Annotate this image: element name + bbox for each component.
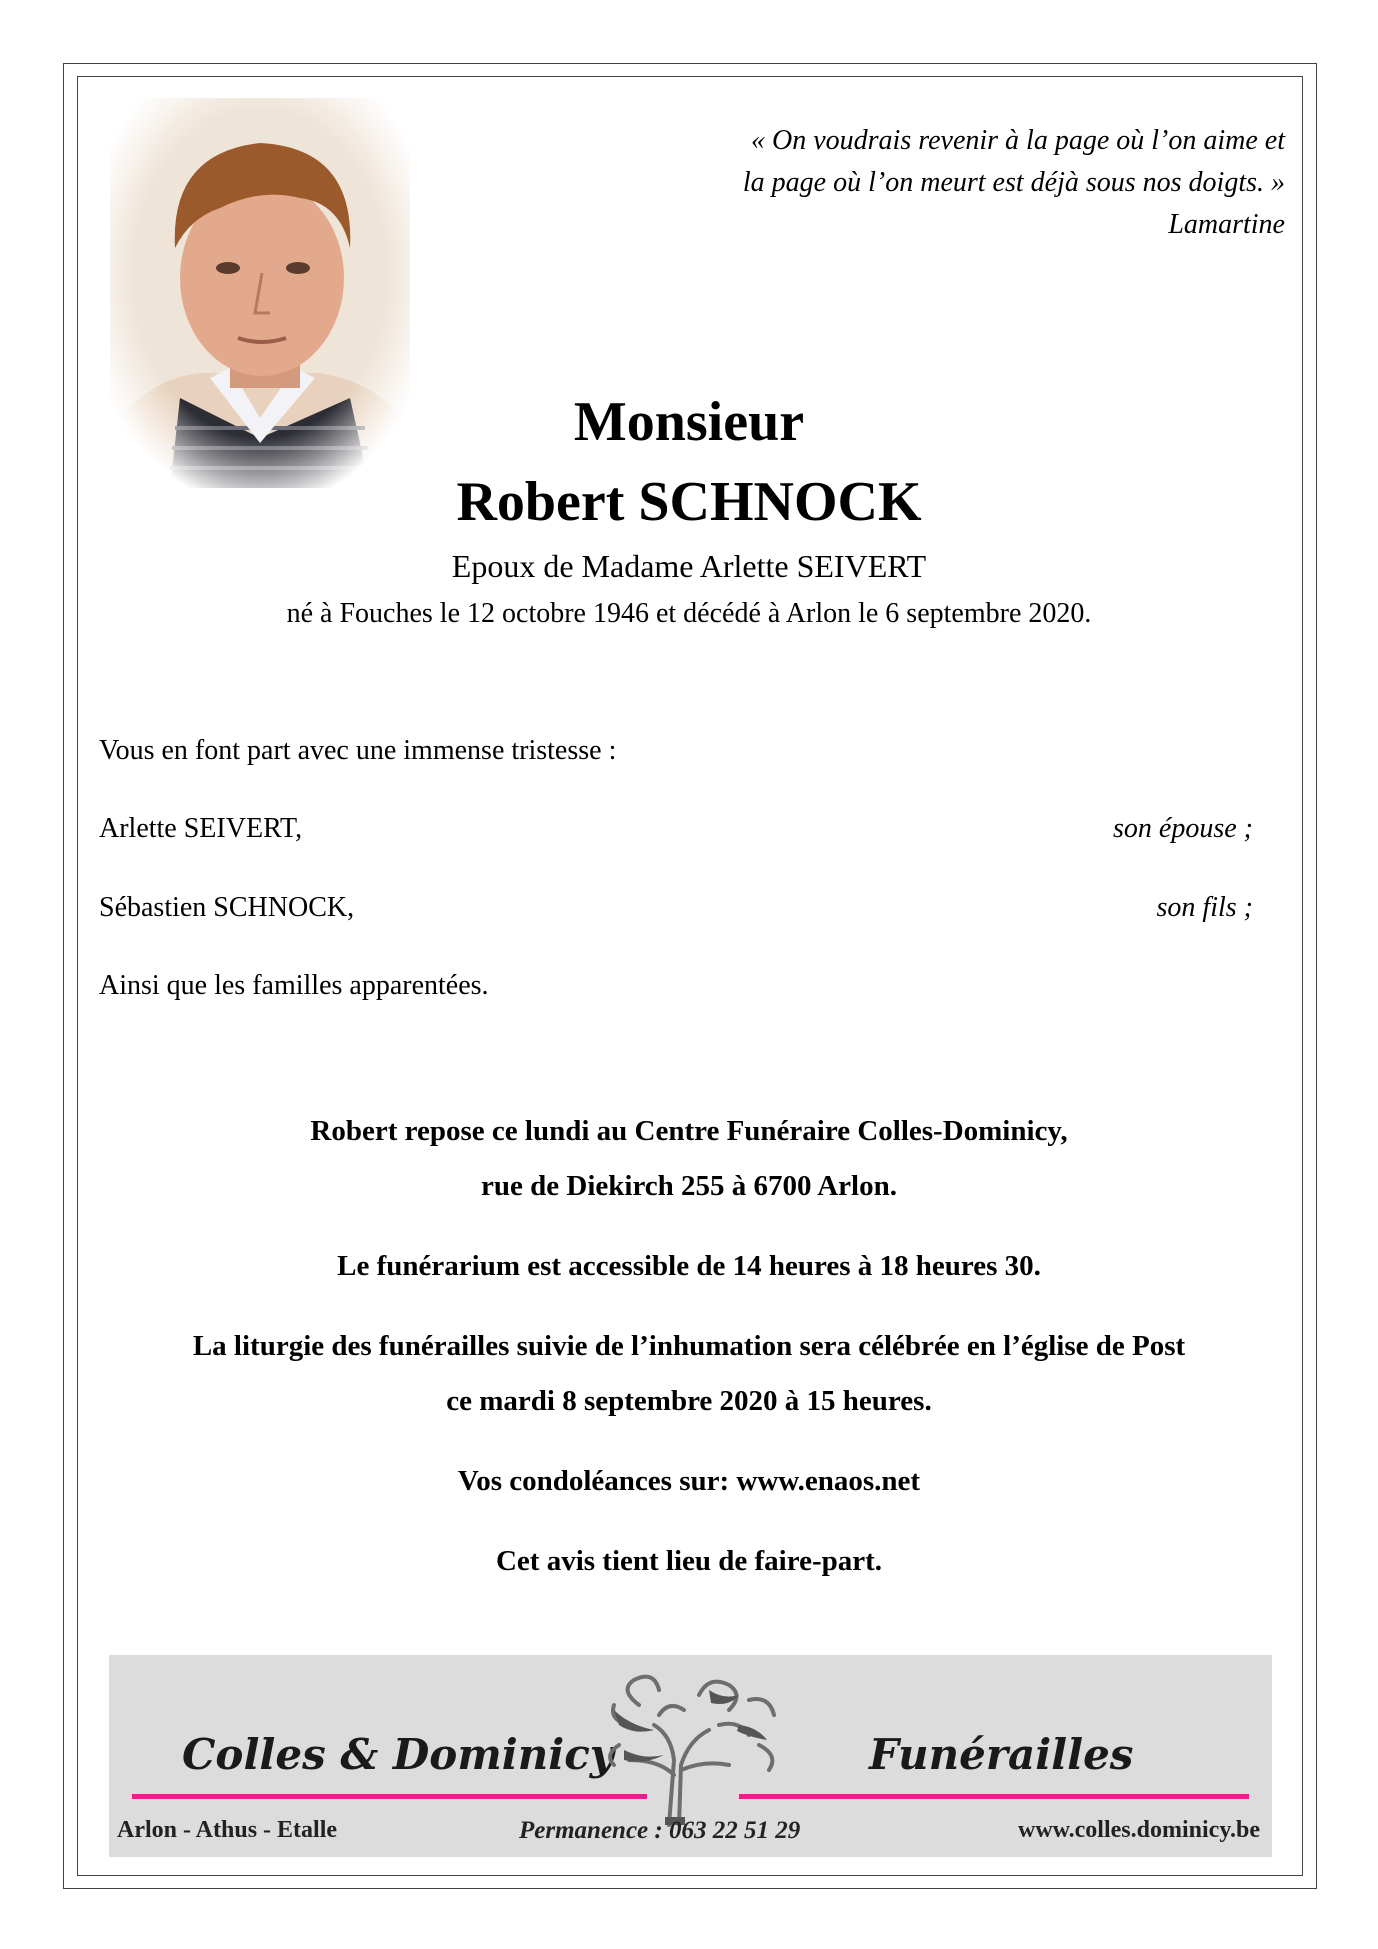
funeral-home-banner [109, 1655, 1272, 1857]
liturgy-line-2: ce mardi 8 septembre 2020 à 15 heures. [446, 1385, 932, 1417]
family-member-name: Arlette SEIVERT, [99, 813, 303, 844]
condolences-line: Vos condoléances sur: www.enaos.net [457, 1465, 921, 1497]
honorific: Monsieur [573, 391, 805, 453]
permanence-phone: Permanence : 063 22 51 29 [519, 1817, 801, 1844]
accent-line-left [132, 1794, 647, 1799]
notice-line: Cet avis tient lieu de faire-part. [495, 1545, 883, 1577]
announcement-closing: Ainsi que les familles apparentées. [99, 970, 489, 1001]
tree-logo-icon [599, 1665, 789, 1830]
visiting-hours: Le funérarium est accessible de 14 heures à 18 heures 30. [337, 1250, 1041, 1282]
birth-death-line: né à Fouches le 12 octobre 1946 et décédé à Arlon le 6 septembre 2020. [286, 598, 1092, 629]
liturgy-line-1: La liturgie des funérailles suivie de l’inhumation sera célébrée en l’église de Post [192, 1330, 1186, 1362]
family-member-relation: son fils ; [1156, 892, 1253, 923]
quote-line-1: « On voudrais revenir à la page où l’on aime et [751, 125, 1285, 156]
quote-author: Lamartine [1168, 209, 1285, 240]
epigraph-quote [585, 120, 1285, 246]
brand-name-right: Funérailles [869, 1730, 1134, 1779]
accent-line-right [739, 1794, 1249, 1799]
family-member-name: Sébastien SCHNOCK, [99, 892, 355, 923]
brand-name-left: Colles & Dominicy [182, 1730, 615, 1779]
rest-location-line-1: Robert repose ce lundi au Centre Funéraire Colles-Dominicy, [310, 1115, 1068, 1147]
spouse-line: Epoux de Madame Arlette SEIVERT [451, 548, 927, 584]
locations-text: Arlon - Athus - Etalle [117, 1817, 338, 1843]
rest-location-line-2: rue de Diekirch 255 à 6700 Arlon. [481, 1170, 897, 1202]
announcement-intro: Vous en font part avec une immense tristesse : [99, 735, 617, 766]
deceased-name: Robert SCHNOCK [456, 471, 922, 533]
quote-line-2: la page où l’on meurt est déjà sous nos doigts. » [742, 167, 1285, 198]
funeral-home-website: www.colles.dominicy.be [1017, 1817, 1260, 1843]
family-member-relation: son épouse ; [1113, 813, 1253, 844]
